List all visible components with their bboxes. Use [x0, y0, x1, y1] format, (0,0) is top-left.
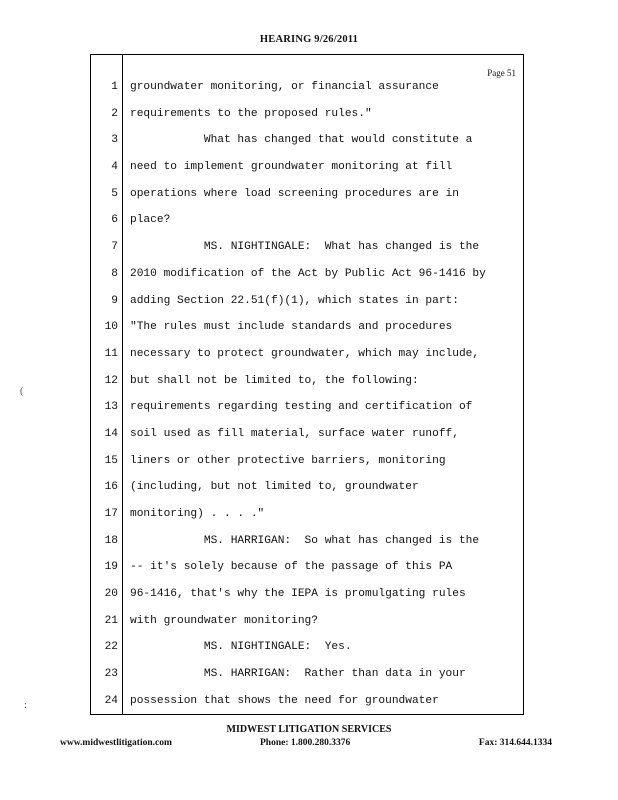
- transcript-line: [90, 74, 524, 101]
- line-number: 23: [104, 668, 118, 681]
- line-number: 1: [111, 81, 118, 93]
- line-text: with groundwater monitoring?: [130, 614, 318, 627]
- line-number: 19: [104, 561, 118, 574]
- line-number: 14: [104, 427, 118, 440]
- footer-fax: Fax: 314.644.1334: [478, 738, 552, 748]
- line-text: groundwater monitoring, or financial assurance: [130, 81, 439, 93]
- transcript-line: [90, 181, 524, 208]
- footer-company: MIDWEST LITIGATION SERVICES: [226, 724, 392, 735]
- transcript-line: [90, 421, 524, 448]
- line-number: 3: [111, 134, 118, 147]
- line-number: 13: [104, 401, 118, 414]
- transcript-line: [90, 394, 524, 421]
- scan-artifact: (: [20, 386, 24, 397]
- transcript-line: [90, 608, 524, 635]
- line-text: What has changed that would constitute a: [130, 134, 473, 147]
- line-text: possession that shows the need for groundwater: [130, 694, 439, 707]
- line-text: MS. NIGHTINGALE: What has changed is the: [130, 241, 480, 254]
- line-number: 6: [111, 214, 118, 227]
- footer-website: www.midwestlitigation.com: [60, 738, 172, 748]
- page-header: HEARING 9/26/2011: [259, 34, 359, 45]
- transcript-line: [90, 288, 524, 315]
- transcript-line: [90, 581, 524, 608]
- line-number: 10: [104, 321, 118, 334]
- footer-contact: [60, 738, 552, 752]
- line-number: 22: [104, 641, 118, 654]
- line-text: "The rules must include standards and procedures: [130, 321, 453, 334]
- line-number: 20: [104, 588, 118, 601]
- line-number: 9: [111, 294, 118, 307]
- line-number: 12: [104, 374, 118, 387]
- transcript-line: [90, 474, 524, 501]
- line-text: MS. NIGHTINGALE: Yes.: [130, 641, 352, 654]
- line-text: necessary to protect groundwater, which may include,: [130, 347, 480, 360]
- line-text: requirements to the proposed rules.": [130, 107, 372, 120]
- line-number: 2: [111, 107, 118, 120]
- line-number: 21: [104, 614, 118, 627]
- line-text: soil used as fill material, surface water runoff,: [130, 427, 459, 440]
- line-number: 17: [104, 508, 118, 520]
- line-number: 24: [104, 694, 118, 707]
- line-text: operations where load screening procedures are in: [130, 187, 459, 200]
- transcript-line: [90, 554, 524, 581]
- line-number: 18: [104, 534, 118, 547]
- transcript-line: [90, 154, 524, 181]
- line-text: MS. HARRIGAN: Rather than data in your: [130, 668, 466, 681]
- line-number: 16: [104, 481, 118, 494]
- line-text: monitoring) . . . .": [130, 508, 265, 520]
- line-text: need to implement groundwater monitoring at fill: [130, 161, 453, 174]
- line-text: (including, but not limited to, groundwater: [130, 481, 419, 494]
- footer-phone: Phone: 1.800.280.3376: [260, 738, 351, 748]
- line-text: liners or other protective barriers, monitoring: [130, 454, 446, 467]
- transcript-line: [90, 528, 524, 555]
- scan-artifact: :: [24, 700, 27, 711]
- line-text: place?: [130, 214, 171, 227]
- line-text: -- it's solely because of the passage of this PA: [130, 561, 453, 574]
- transcript-line: [90, 634, 524, 661]
- transcript-line: [90, 261, 524, 288]
- line-text: requirements regarding testing and certification of: [130, 401, 473, 414]
- transcript-line: [90, 661, 524, 688]
- line-number: 4: [111, 161, 118, 174]
- line-text: 96-1416, that's why the IEPA is promulgating rules: [130, 588, 466, 601]
- transcript-line: [90, 314, 524, 341]
- transcript-line: [90, 127, 524, 154]
- transcript-line: [90, 341, 524, 368]
- transcript-line: [90, 448, 524, 475]
- transcript-line: [90, 501, 524, 528]
- line-number: 8: [111, 267, 118, 280]
- line-number: 15: [104, 454, 118, 467]
- transcript-line: [90, 101, 524, 128]
- line-number: 5: [111, 187, 118, 200]
- transcript-line: [90, 234, 524, 261]
- transcript-lines: [90, 74, 524, 715]
- page-number: Page 51: [487, 68, 516, 78]
- line-text: MS. HARRIGAN: So what has changed is the: [130, 534, 480, 547]
- transcript-line: [90, 688, 524, 715]
- line-text: adding Section 22.51(f)(1), which states in part:: [130, 294, 459, 307]
- transcript-line: [90, 368, 524, 395]
- line-text: 2010 modification of the Act by Public Act 96-1416 by: [130, 267, 486, 280]
- line-number: 11: [104, 347, 118, 360]
- line-number: 7: [111, 241, 118, 254]
- line-text: but shall not be limited to, the following:: [130, 374, 419, 387]
- transcript-line: [90, 207, 524, 234]
